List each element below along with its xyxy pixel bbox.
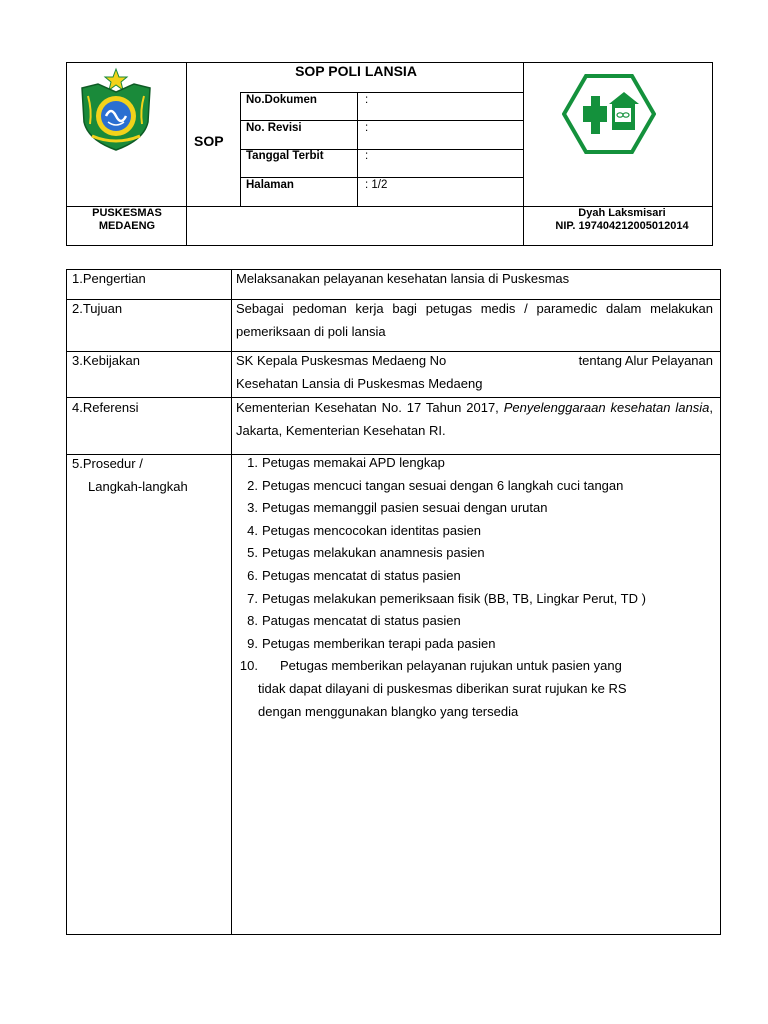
meta-key-halaman: Halaman [246, 179, 294, 191]
meta-key-no-dokumen: No.Dokumen [246, 94, 317, 106]
referensi-text-italic: Penyelenggaraan kesehatan lansia [503, 400, 710, 415]
regency-emblem-icon [76, 66, 156, 152]
section-label-tujuan: 2.Tujuan [72, 301, 123, 316]
document-title: SOP POLI LANSIA [295, 63, 417, 79]
step10-line1: Petugas memberikan pelayanan rujukan untuk pasien yang [280, 658, 622, 674]
signer-nip: NIP. 197404212005012014 [555, 220, 689, 232]
section-text-tujuan: Sebagai pedoman kerja bagi petugas medis / paramedic dalam melakukan pemeriksaan di poli lansia [236, 301, 713, 339]
referensi-text-b: , Jakarta, Kementerian Kesehatan RI. [236, 400, 713, 438]
meta-value-halaman: : 1/2 [365, 179, 388, 191]
kebijakan-line2: Kesehatan Lansia di Puskesmas Medaeng [236, 376, 483, 391]
prosedur-label-line1: 5.Prosedur / [72, 456, 143, 471]
step10-line3: dengan menggunakan blangko yang tersedia [258, 703, 519, 719]
meta-value-tanggal-terbit: : [365, 150, 369, 162]
section-label-prosedur [72, 452, 188, 498]
org-line-1: PUSKESMAS [92, 207, 162, 219]
list-item: 4. Petugas mencocokan identitas pasien [247, 522, 481, 538]
kebijakan-line1-b: tentang Alur Pelayanan [578, 353, 713, 368]
list-item: 3. Petugas memanggil pasien sesuai dengan urutan [247, 500, 548, 516]
referensi-text-a: Kementerian Kesehatan No. 17 Tahun 2017, [236, 400, 504, 415]
sop-label: SOP [194, 133, 224, 149]
kebijakan-line1-a: SK Kepala Puskesmas Medaeng No [236, 353, 447, 368]
section-text-referensi [236, 396, 713, 442]
section-text-kebijakan [236, 349, 713, 395]
list-item: 1. Petugas memakai APD lengkap [247, 455, 445, 470]
puskesmas-logo-icon [562, 74, 656, 154]
prosedur-label-line2: Langkah-langkah [88, 479, 188, 494]
section-label-referensi: 4.Referensi [72, 400, 139, 415]
list-item: 9. Petugas memberikan terapi pada pasien [247, 635, 496, 651]
org-line-2: MEDAENG [98, 220, 156, 232]
list-item: 10. Petugas memberikan pelayanan rujukan untuk pasien yang tidak dapat dilayani di puskesmas diberikan surat rujukan ke RS dengan menggunakan blangko yang tersedia [236, 655, 716, 723]
list-item: 2. Petugas mencuci tangan sesuai dengan 6 langkah cuci tangan [247, 477, 624, 493]
meta-value-no-revisi: : [365, 122, 369, 134]
section-label-pengertian: 1.Pengertian [72, 271, 146, 286]
list-item: 7. Petugas melakukan pemeriksaan fisik (BB, TB, Lingkar Perut, TD ) [247, 590, 646, 606]
procedure-steps [236, 452, 716, 723]
signer-name: Dyah Laksmisari [578, 207, 666, 219]
meta-value-no-dokumen: : [365, 94, 369, 106]
organization-name [68, 207, 186, 233]
section-label-kebijakan: 3.Kebijakan [72, 353, 140, 368]
list-item: 5. Petugas melakukan anamnesis pasien [247, 545, 485, 561]
list-item: 6. Petugas mencatat di status pasien [247, 567, 461, 583]
signer-block [526, 207, 718, 233]
step10-line2: tidak dapat dilayani di puskesmas diberikan surat rujukan ke RS [258, 680, 627, 696]
meta-key-tanggal-terbit: Tanggal Terbit [246, 150, 324, 162]
section-text-pengertian: Melaksanakan pelayanan kesehatan lansia di Puskesmas [236, 271, 570, 286]
list-item: 8. Patugas mencatat di status pasien [247, 613, 461, 629]
meta-key-no-revisi: No. Revisi [246, 122, 302, 134]
